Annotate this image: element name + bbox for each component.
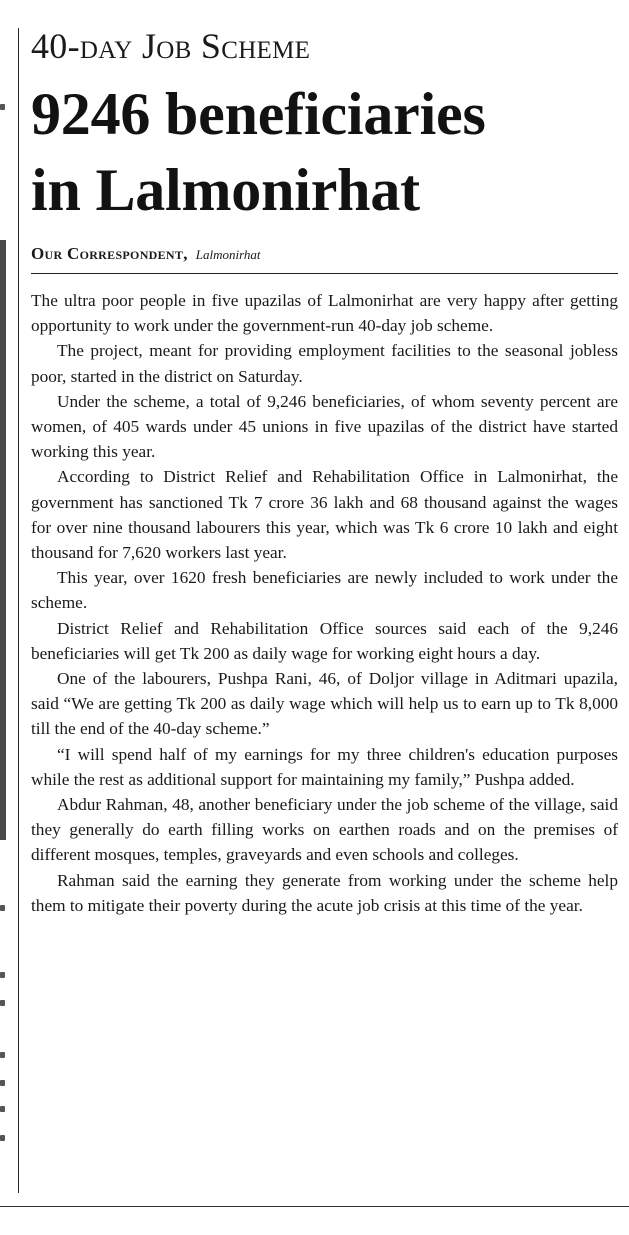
paragraph: District Relief and Rehabilitation Office sources said each of the 9,246 beneficiaries will get Tk 200 as daily wage for working eight hours a day. [31, 618, 618, 663]
page-edge-mark [0, 1052, 5, 1058]
paragraph: “I will spend half of my earnings for my three children's education purposes while the rest as additional support for maintaining my family,” Pushpa added. [31, 744, 618, 789]
article-headline [31, 76, 618, 228]
page-edge-mark [0, 905, 5, 911]
paragraph: According to District Relief and Rehabilitation Office in Lalmonirhat, the government has sanctioned Tk 7 crore 36 lakh and 68 thousand against the wages for over nine thousand labourers this year, which was Tk 6 crore 10 lakh and eight thousand for 7,620 workers last year. [31, 467, 618, 563]
paragraph: Rahman said the earning they generate from working under the scheme help them to mitigate their poverty during the acute job crisis at this time of the year. [31, 870, 618, 915]
page-edge-mark [0, 1080, 5, 1086]
byline-author: Our Correspondent, [31, 244, 188, 263]
bottom-border-rule [0, 1206, 629, 1207]
page-edge-mark [0, 1106, 5, 1112]
byline-dateline: Lalmonirhat [195, 247, 261, 262]
paragraph: Under the scheme, a total of 9,246 beneficiaries, of whom seventy percent are women, of 405 wards under 45 unions in five upazilas of the district have started working this year. [31, 391, 618, 462]
page-edge-mark [0, 1135, 5, 1141]
paragraph: The project, meant for providing employment facilities to the seasonal jobless poor, started in the district on Saturday. [31, 341, 618, 386]
headline-line-2: in Lalmonirhat [31, 157, 420, 223]
page-edge-strip [0, 240, 6, 840]
paragraph: This year, over 1620 fresh beneficiaries are newly included to work under the scheme. [31, 568, 618, 613]
page-edge-mark [0, 972, 5, 978]
page-edge-mark [0, 104, 5, 110]
paragraph: One of the labourers, Pushpa Rani, 46, of Doljor village in Aditmari upazila, said “We are getting Tk 200 as daily wage which will help us to earn up to Tk 8,000 till the end of the 40-day scheme.” [31, 669, 618, 739]
column-divider-rule [18, 28, 19, 1193]
paragraph: Abdur Rahman, 48, another beneficiary under the job scheme of the village, said they generally do earth filling works on earthen roads and on the premises of different mosques, temples, graveyards and even schools and colleges. [31, 795, 618, 865]
article-kicker: 40-day Job Scheme [31, 26, 311, 66]
byline-divider [31, 273, 618, 274]
page-edge-mark [0, 1000, 5, 1006]
byline [31, 244, 618, 265]
article-body [31, 288, 618, 918]
paragraph: The ultra poor people in five upazilas of Lalmonirhat are very happy after getting opportunity to work under the government-run 40-day job scheme. [31, 291, 618, 336]
headline-line-1: 9246 beneficiaries [31, 81, 486, 147]
news-article [31, 26, 618, 918]
